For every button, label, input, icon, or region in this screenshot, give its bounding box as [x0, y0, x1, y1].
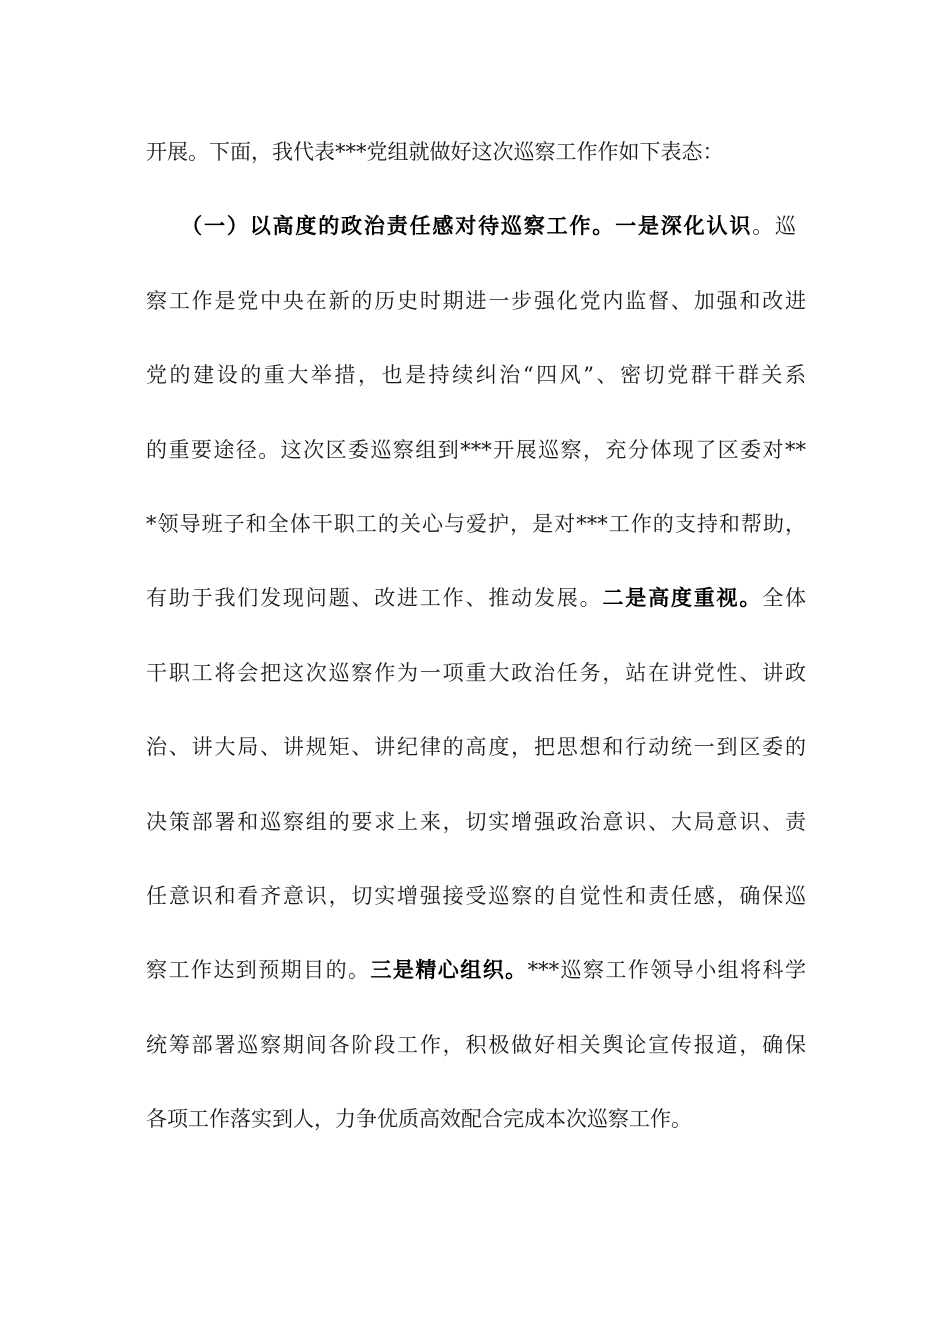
bold-text-segment: 二是高度重视。 — [602, 585, 763, 611]
text-line — [146, 1104, 806, 1134]
text-line — [146, 583, 806, 613]
text-line — [146, 211, 796, 241]
bold-text-segment: （一）以高度的政治责任感对待巡察工作。一是深化认识 — [146, 213, 753, 239]
text-line — [146, 1030, 806, 1060]
text-segment: 决策部署和巡察组的要求上来，切实增强政治意识、大局意识、责 — [146, 809, 806, 834]
text-segment: 治、讲大局、讲规矩、讲纪律的高度，把思想和行动统一到区委的 — [146, 735, 806, 760]
text-segment: 干职工将会把这次巡察作为一项重大政治任务，站在讲党性、讲政 — [146, 660, 806, 685]
text-segment: 有助于我们发现问题、改进工作、推动发展。 — [146, 586, 603, 611]
text-line — [146, 509, 806, 539]
text-segment: 各项工作落实到人，力争优质高效配合完成本次巡察工作。 — [146, 1107, 692, 1132]
text-line — [146, 955, 806, 985]
text-line — [146, 881, 806, 911]
text-line — [146, 360, 806, 390]
text-line — [146, 807, 806, 837]
text-segment: 察工作达到预期目的。 — [146, 958, 371, 983]
text-segment: 全体 — [762, 586, 807, 611]
text-segment: 党的建设的重大举措，也是持续纠治“四风”、密切党群干群关系 — [146, 363, 806, 388]
bold-text-segment: 三是精心组织。 — [370, 957, 528, 983]
text-segment: ***巡察工作领导小组将科学 — [527, 958, 807, 983]
text-segment: 开展。下面，我代表***党组就做好这次巡察工作作如下表态： — [146, 140, 724, 164]
text-line — [146, 137, 806, 167]
text-segment: 统筹部署巡察期间各阶段工作，积极做好相关舆论宣传报道，确保 — [146, 1032, 806, 1057]
text-segment: 的重要途径。这次区委巡察组到***开展巡察，充分体现了区委对** — [146, 437, 806, 462]
text-line — [146, 435, 806, 465]
text-segment: 。巡 — [752, 214, 797, 239]
text-line — [146, 732, 806, 762]
text-segment: 察工作是党中央在新的历史时期进一步强化党内监督、加强和改进 — [146, 288, 806, 313]
text-segment: 任意识和看齐意识，切实增强接受巡察的自觉性和责任感，确保巡 — [146, 884, 806, 908]
text-line — [146, 286, 806, 316]
text-line — [146, 658, 806, 688]
text-segment: *领导班子和全体干职工的关心与爱护，是对***工作的支持和帮助， — [146, 512, 806, 536]
